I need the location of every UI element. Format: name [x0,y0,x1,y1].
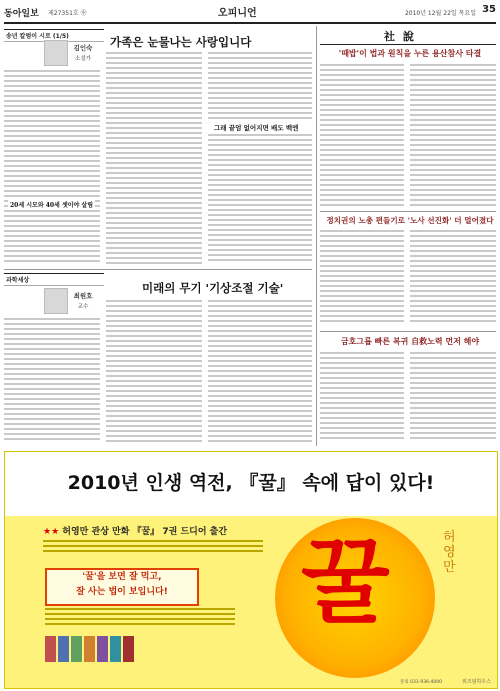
book-cover[interactable] [97,636,108,662]
page-number: 35 [482,4,496,15]
star-icon: ★★ [43,527,60,537]
column-body-text [208,52,312,122]
divider [316,26,317,446]
book-cover[interactable] [58,636,69,662]
ad-callout-box [45,568,199,606]
book-cover[interactable] [45,636,56,662]
ad-subheadline [43,524,227,537]
editorial-title: 금호그룹 빠른 복귀 自救노력 먼저 해야 [340,336,480,346]
editorial-body-text [410,64,496,208]
editorial-section-label: 社 說 [384,30,416,43]
author-name: 김인숙 [73,44,93,52]
editorial-body-text [320,230,404,328]
author-role: 소설가 [75,56,91,62]
author-photo [44,40,68,66]
divider [320,211,496,212]
ad-phone: 문의 031-936-4000 [400,680,443,685]
editorial-title: '때밥'이 법과 원칙을 누른 용산참사 타결 [338,48,482,58]
book-advertisement[interactable] [4,451,498,689]
column-title: 미래의 무기 '기상조절 기술' [142,281,284,295]
ad-callout-line: '꿀'을 보면 잘 먹고, [82,572,162,582]
ad-author-name: 허영만 [443,530,456,575]
issue-number: 제27351호 ㊥ [48,10,87,17]
book-covers[interactable] [45,636,195,662]
newspaper-brand: 동아일보 [4,9,39,19]
author-role: 교수 [77,304,89,310]
editorial-body-text [410,352,496,446]
column-body-text [4,70,100,266]
column-body-text [208,134,312,266]
column-title: 가족은 눈물나는 사랑입니다 [110,35,252,49]
column-body-text [106,300,202,446]
column-series-tag: 과학세상 [4,273,104,286]
ad-subheadline-text: 허영만 관상 만화 『꿀』 7권 드디어 출간 [62,527,228,537]
section-title: 오피니언 [218,8,257,19]
ad-callout-line: 잘 사는 법이 보입니다! [76,587,168,597]
book-cover[interactable] [71,636,82,662]
editorial-body-text [320,64,404,208]
column-subheading: 그래 끝엄 없어지면 배도 백엔 [214,124,299,132]
issue-date: 2010년 12월 22일 목요일 [404,10,476,17]
column-body-text [4,318,100,446]
ad-title-character: 꿀 [301,528,390,636]
editorial-body-text [410,230,496,328]
ad-banner [5,452,497,516]
editorial-title: 정치권의 노총 편들기로 '노사 선진화' 더 멀어졌다 [326,216,494,225]
column-series-tag: 송년 칼럼이 시로 (1/5) [4,29,104,42]
column-subheading: 20세 시모와 40세 셋이야 살림 [10,202,94,209]
divider [320,331,496,332]
divider [4,269,312,270]
book-cover[interactable] [123,636,134,662]
book-cover[interactable] [84,636,95,662]
page-header [4,4,496,24]
author-photo [44,288,68,314]
author-name: 최원호 [73,292,93,300]
ad-body-text [43,540,263,560]
book-cover[interactable] [110,636,121,662]
ad-headline: 2010년 인생 역전, 『꿀』 속에 답이 있다! [67,472,435,494]
ad-publisher: 위즈덤하우스 [462,679,491,685]
column-body-text [106,52,202,266]
column-body-text [208,300,312,446]
divider [320,44,496,45]
editorial-body-text [320,352,404,446]
ad-body-text [45,608,235,630]
